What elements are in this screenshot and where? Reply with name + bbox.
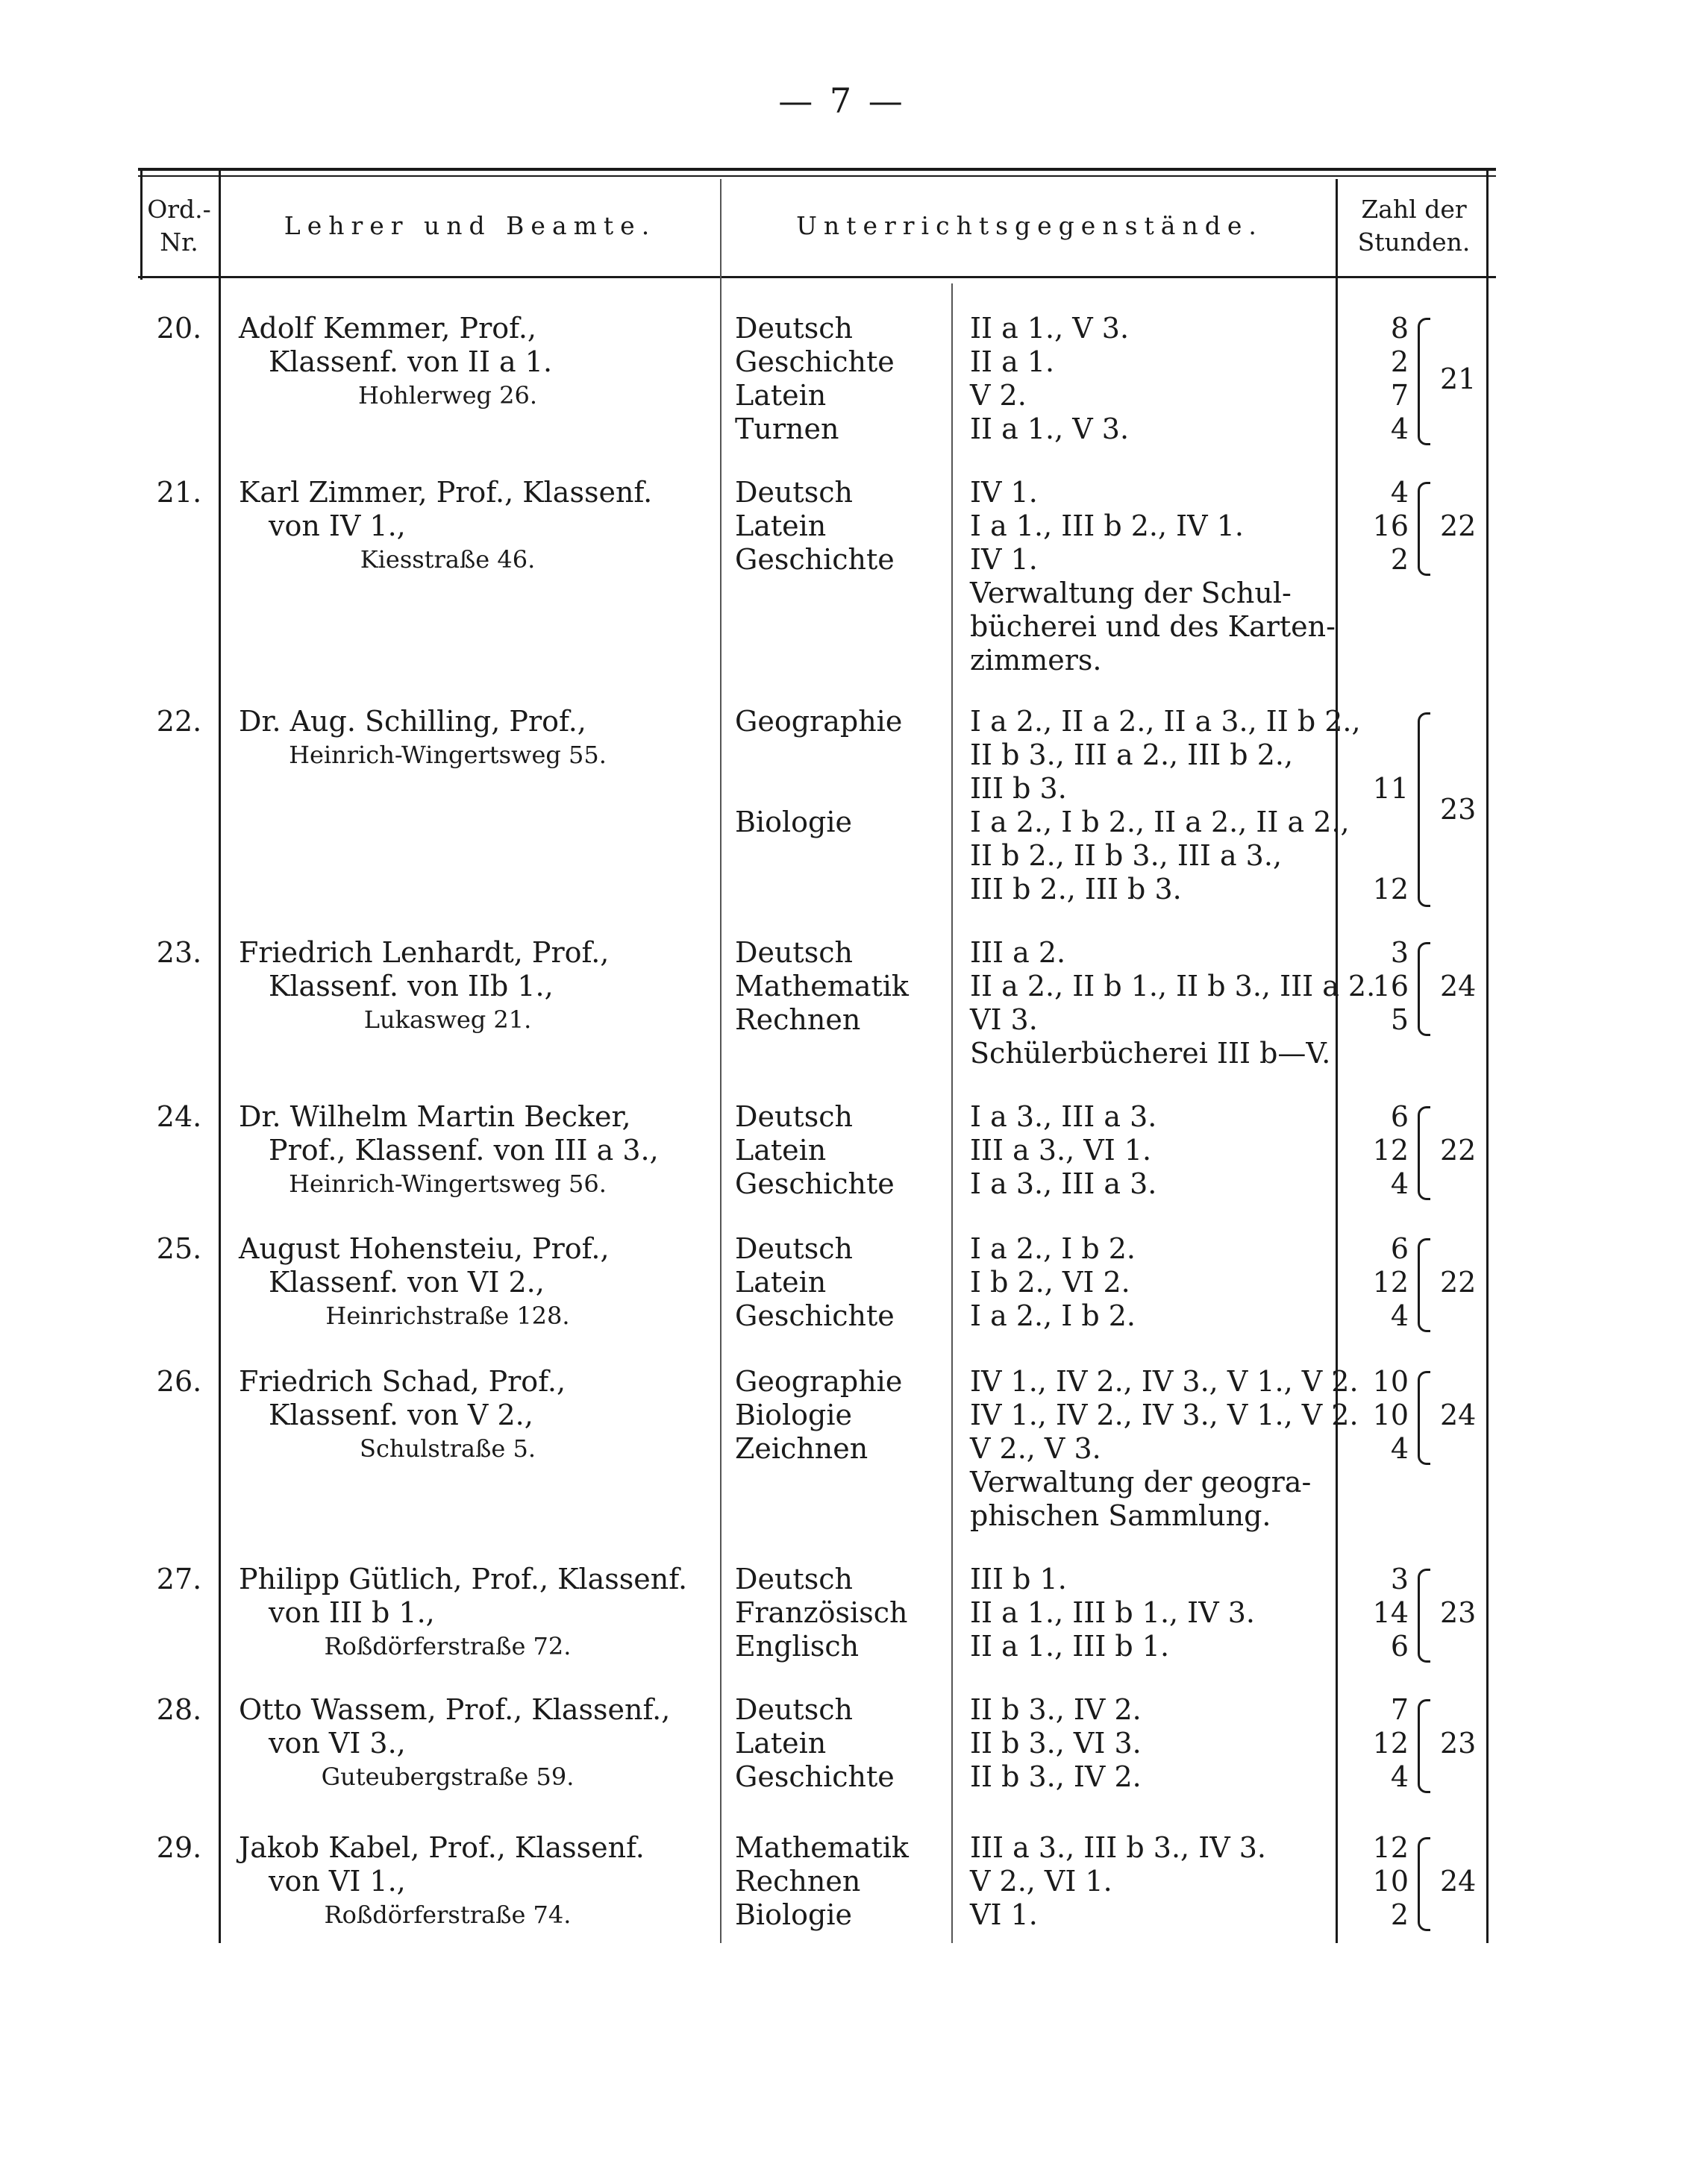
subject: Deutsch: [735, 1232, 853, 1265]
teacher-address: Roßdörferstraße 74.: [324, 1901, 572, 1929]
hours-total: 23: [1440, 1727, 1477, 1760]
header-subjects: [727, 179, 1332, 272]
subjects-cell: [735, 476, 959, 577]
subject: Englisch: [735, 1630, 860, 1663]
hours-cell: [1350, 312, 1409, 446]
hours-value: 3: [1390, 936, 1409, 969]
class-note: zimmers.: [970, 644, 1102, 677]
teacher-cell: [239, 1693, 716, 1794]
class-list: II a 2., II b 1., II b 3., III a 2.: [970, 970, 1376, 1002]
teacher-cell: [239, 476, 716, 577]
class-list: II a 1., III b 1.: [970, 1630, 1170, 1663]
subject: Turnen: [735, 412, 839, 445]
hours-value: 4: [1390, 1432, 1409, 1465]
teacher-name: Friedrich Lenhardt, Prof.,: [239, 936, 610, 969]
hours-total: 24: [1440, 970, 1477, 1002]
brace-symbol: [1418, 1238, 1430, 1332]
classes-cell: [970, 1100, 1343, 1201]
class-note: Schülerbücherei III b—V.: [970, 1037, 1331, 1070]
hours-value: 10: [1372, 1365, 1409, 1398]
hours-value: 12: [1372, 1134, 1409, 1167]
subject: Latein: [735, 1266, 827, 1299]
hours-spacer: [1350, 839, 1409, 873]
teacher-detail: Klassenf. von II a 1.: [269, 345, 553, 378]
subjects-cell: [735, 1232, 959, 1333]
hours-value: 7: [1390, 1693, 1409, 1726]
table-left-border: [140, 168, 143, 280]
class-list: I b 2., VI 2.: [970, 1266, 1130, 1299]
classes-cell: [970, 1563, 1343, 1663]
brace-symbol: [1418, 1569, 1430, 1663]
hours-total: 21: [1440, 363, 1477, 395]
hours-value: 16: [1372, 509, 1409, 542]
hours-cell: [1350, 1831, 1409, 1932]
class-list: IV 1., IV 2., IV 3., V 1., V 2.: [970, 1399, 1359, 1431]
hours-value: 7: [1390, 379, 1409, 412]
subjects-cell: [735, 1365, 959, 1466]
class-list: IV 1.: [970, 476, 1038, 509]
hours-value: 11: [1372, 772, 1409, 805]
header-hours: [1339, 179, 1489, 272]
subject: Latein: [735, 1134, 827, 1167]
hours-value: 8: [1390, 312, 1409, 345]
header-teachers: [224, 179, 716, 272]
brace-symbol: [1418, 1371, 1430, 1465]
header-subjects-label: Unterrichtsgegenstände.: [796, 210, 1263, 240]
teacher-address: Kiesstraße 46.: [360, 545, 536, 574]
teacher-cell: [239, 936, 716, 1037]
hours-cell: [1350, 705, 1409, 906]
hours-cell: [1350, 1100, 1409, 1201]
header-hours-line1: Zahl der: [1361, 194, 1467, 224]
class-list: II a 1., V 3.: [970, 312, 1130, 345]
header-ord-nr-line1: Ord.-: [147, 194, 211, 224]
subject: Deutsch: [735, 936, 853, 969]
teacher-cell: [239, 1831, 716, 1932]
brace-symbol: [1418, 1837, 1430, 1931]
hours-value: 12: [1372, 1831, 1409, 1864]
classes-cell: [970, 1831, 1343, 1932]
teacher-cell: [239, 1232, 716, 1333]
hours-value: 12: [1372, 1727, 1409, 1760]
teacher-address: Heinrich-Wingertsweg 56.: [289, 1170, 607, 1198]
hours-total: 23: [1440, 1596, 1477, 1629]
class-list: II b 2., II b 3., III a 3.,: [970, 839, 1283, 872]
hours-cell: [1350, 1232, 1409, 1333]
hours-value: 2: [1390, 543, 1409, 576]
hours-cell: [1350, 1563, 1409, 1663]
class-list: III a 2.: [970, 936, 1066, 969]
table-top-rule: [138, 168, 1496, 171]
hours-value: 4: [1390, 476, 1409, 509]
brace-symbol: [1418, 482, 1430, 576]
subject: Rechnen: [735, 1865, 861, 1898]
teacher-name: Dr. Aug. Schilling, Prof.,: [239, 705, 586, 738]
class-list: II b 3., IV 2.: [970, 1760, 1142, 1793]
class-list: III b 2., III b 3.: [970, 873, 1182, 906]
brace-symbol: [1418, 318, 1430, 445]
class-note: Verwaltung der geogra-: [970, 1466, 1312, 1499]
hours-value: 12: [1372, 1266, 1409, 1299]
header-hours-line2: Stunden.: [1357, 227, 1471, 257]
hours-spacer: [1350, 705, 1409, 738]
teacher-name: Adolf Kemmer, Prof.,: [239, 312, 536, 345]
teacher-address: Roßdörferstraße 72.: [324, 1632, 572, 1660]
class-list: I a 1., III b 2., IV 1.: [970, 509, 1244, 542]
subjects-cell: [735, 1831, 959, 1932]
table-top-rule-thin: [138, 175, 1496, 177]
class-list: VI 1.: [970, 1898, 1038, 1931]
table-right-border: [1486, 168, 1489, 1943]
hours-value: 2: [1390, 345, 1409, 378]
entry-number: 22.: [156, 705, 202, 738]
hours-value: 4: [1390, 1167, 1409, 1200]
entry-number: 29.: [156, 1831, 202, 1864]
subject: Mathematik: [735, 1831, 909, 1864]
entry-number: 24.: [156, 1100, 202, 1133]
subject: Geschichte: [735, 1299, 895, 1332]
subject: Deutsch: [735, 476, 853, 509]
hours-value: 10: [1372, 1399, 1409, 1431]
subject: Mathematik: [735, 970, 909, 1002]
hours-value: 6: [1390, 1100, 1409, 1133]
class-list: V 2.: [970, 379, 1027, 412]
subject: Deutsch: [735, 1693, 853, 1726]
class-list: V 2., VI 1.: [970, 1865, 1112, 1898]
classes-cell: [970, 312, 1343, 446]
subjects-cell: [735, 1100, 959, 1201]
teacher-name: Otto Wassem, Prof., Klassenf.,: [239, 1693, 671, 1726]
subject: Biologie: [735, 1898, 852, 1931]
hours-value: 6: [1390, 1630, 1409, 1663]
teacher-address: Heinrichstraße 128.: [325, 1302, 570, 1330]
brace-symbol: [1418, 942, 1430, 1036]
teacher-name: Dr. Wilhelm Martin Becker,: [239, 1100, 631, 1133]
teacher-address: Schulstraße 5.: [360, 1434, 536, 1463]
entry-number: 28.: [156, 1693, 202, 1726]
subject: Deutsch: [735, 1563, 853, 1595]
teacher-cell: [239, 1365, 716, 1466]
subject: Geschichte: [735, 1167, 895, 1200]
class-note: bücherei und des Karten-: [970, 610, 1336, 643]
hours-value: 16: [1372, 970, 1409, 1002]
teacher-cell: [239, 1100, 716, 1201]
class-list: III b 3.: [970, 772, 1067, 805]
teacher-detail: Klassenf. von V 2.,: [269, 1399, 533, 1431]
subject: Geographie: [735, 705, 903, 738]
class-list: I a 2., I b 2., II a 2., II a 2.,: [970, 806, 1350, 838]
subject: Zeichnen: [735, 1432, 868, 1465]
teacher-detail: von III b 1.,: [269, 1596, 435, 1629]
teacher-address: Hohlerweg 26.: [357, 381, 538, 410]
classes-cell: [970, 705, 1361, 906]
teacher-cell: [239, 705, 716, 772]
hours-cell: [1350, 936, 1409, 1037]
class-list: II a 1., III b 1., IV 3.: [970, 1596, 1255, 1629]
hours-spacer: [1350, 738, 1409, 772]
subject-spacer: [735, 738, 959, 772]
class-list: I a 3., III a 3.: [970, 1100, 1157, 1133]
hours-cell: [1350, 1365, 1409, 1466]
hours-cell: [1350, 476, 1409, 577]
column-divider-teachers: [720, 179, 722, 1943]
subject: Deutsch: [735, 1100, 853, 1133]
teacher-detail: Klassenf. von VI 2.,: [269, 1266, 545, 1299]
hours-total: 22: [1440, 509, 1477, 542]
subject: Latein: [735, 379, 827, 412]
hours-value: 3: [1390, 1563, 1409, 1595]
entry-number: 25.: [156, 1232, 202, 1265]
hours-value: 4: [1390, 412, 1409, 445]
class-list: III a 3., III b 3., IV 3.: [970, 1831, 1266, 1864]
class-note: phischen Sammlung.: [970, 1499, 1271, 1532]
hours-total: 22: [1440, 1134, 1477, 1167]
classes-cell: [970, 936, 1376, 1070]
subject: Latein: [735, 509, 827, 542]
teacher-cell: [239, 312, 716, 412]
column-divider-nr: [219, 168, 221, 1943]
class-list: II a 1., V 3.: [970, 412, 1130, 445]
entry-number: 21.: [156, 476, 202, 509]
teacher-detail: Prof., Klassenf. von III a 3.,: [269, 1134, 659, 1167]
teacher-cell: [239, 1563, 716, 1663]
teacher-name: Friedrich Schad, Prof.,: [239, 1365, 566, 1398]
teacher-name: August Hohensteiu, Prof.,: [239, 1232, 610, 1265]
hours-value: 4: [1390, 1760, 1409, 1793]
hours-total: 24: [1440, 1865, 1477, 1898]
entry-number: 23.: [156, 936, 202, 969]
subject: Französisch: [735, 1596, 908, 1629]
subject: Geographie: [735, 1365, 903, 1398]
subjects-cell: [735, 936, 959, 1037]
entry-number: 20.: [156, 312, 202, 345]
hours-value: 6: [1390, 1232, 1409, 1265]
subject-spacer: [735, 772, 959, 806]
classes-cell: [970, 476, 1343, 677]
page-number: — 7 —: [778, 81, 906, 121]
subjects-cell: [735, 312, 959, 446]
subject: Biologie: [735, 806, 852, 838]
subject: Rechnen: [735, 1003, 861, 1036]
teacher-address: Lukasweg 21.: [363, 1005, 532, 1034]
teacher-detail: von IV 1.,: [269, 509, 406, 542]
classes-cell: [970, 1365, 1359, 1533]
subjects-cell: [735, 705, 959, 839]
teacher-detail: von VI 1.,: [269, 1865, 406, 1898]
header-rule: [138, 276, 1496, 278]
hours-value: 14: [1372, 1596, 1409, 1629]
class-note: Verwaltung der Schul-: [970, 577, 1292, 609]
hours-spacer: [1350, 806, 1409, 839]
hours-value: 10: [1372, 1865, 1409, 1898]
subject: Geschichte: [735, 1760, 895, 1793]
hours-total: 23: [1440, 793, 1477, 826]
subjects-cell: [735, 1563, 959, 1663]
class-list: I a 2., II a 2., II a 3., II b 2.,: [970, 705, 1361, 738]
class-list: VI 3.: [970, 1003, 1038, 1036]
hours-total: 24: [1440, 1399, 1477, 1431]
class-list: IV 1.: [970, 543, 1038, 576]
brace-symbol: [1418, 1699, 1430, 1793]
hours-value: 12: [1372, 873, 1409, 906]
classes-cell: [970, 1693, 1343, 1794]
teacher-address: Guteubergstraße 59.: [321, 1763, 575, 1791]
teacher-name: Philipp Gütlich, Prof., Klassenf.: [239, 1563, 688, 1595]
hours-value: 4: [1390, 1299, 1409, 1332]
class-list: V 2., V 3.: [970, 1432, 1101, 1465]
class-list: II b 3., VI 3.: [970, 1727, 1142, 1760]
classes-cell: [970, 1232, 1343, 1333]
hours-cell: [1350, 1693, 1409, 1794]
hours-value: 5: [1390, 1003, 1409, 1036]
class-list: I a 3., III a 3.: [970, 1167, 1157, 1200]
hours-total: 22: [1440, 1266, 1477, 1299]
class-list: I a 2., I b 2.: [970, 1299, 1136, 1332]
class-list: II b 3., III a 2., III b 2.,: [970, 738, 1294, 771]
entry-number: 27.: [156, 1563, 202, 1595]
class-list: IV 1., IV 2., IV 3., V 1., V 2.: [970, 1365, 1359, 1398]
subject: Latein: [735, 1727, 827, 1760]
brace-symbol: [1418, 1106, 1430, 1200]
teacher-name: Jakob Kabel, Prof., Klassenf.: [239, 1831, 645, 1864]
header-teachers-label: Lehrer und Beamte.: [284, 210, 657, 240]
class-list: II b 3., IV 2.: [970, 1693, 1142, 1726]
subject: Biologie: [735, 1399, 852, 1431]
subject: Deutsch: [735, 312, 853, 345]
brace-symbol: [1418, 712, 1430, 907]
subjects-cell: [735, 1693, 959, 1794]
header-ord-nr: [142, 179, 216, 272]
teacher-detail: Klassenf. von IIb 1.,: [269, 970, 554, 1002]
entry-number: 26.: [156, 1365, 202, 1398]
header-ord-nr-line2: Nr.: [160, 227, 198, 257]
hours-value: 2: [1390, 1898, 1409, 1931]
teacher-address: Heinrich-Wingertsweg 55.: [289, 741, 607, 769]
teacher-name: Karl Zimmer, Prof., Klassenf.: [239, 476, 653, 509]
subject: Geschichte: [735, 345, 895, 378]
subject: Geschichte: [735, 543, 895, 576]
class-list: III b 1.: [970, 1563, 1067, 1595]
class-list: III a 3., VI 1.: [970, 1134, 1152, 1167]
class-list: II a 1.: [970, 345, 1055, 378]
teacher-detail: von VI 3.,: [269, 1727, 406, 1760]
class-list: I a 2., I b 2.: [970, 1232, 1136, 1265]
